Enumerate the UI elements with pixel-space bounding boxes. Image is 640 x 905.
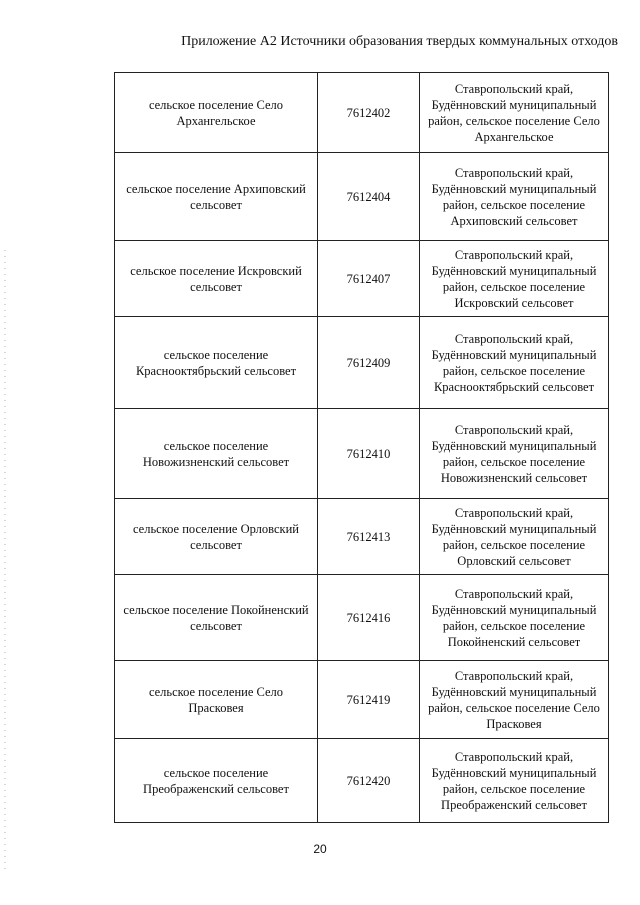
- description-line: Ставропольский край,: [454, 331, 574, 346]
- description-line: Ставропольский край,: [454, 505, 574, 520]
- description-line: район, сельское поселение: [442, 618, 586, 633]
- settlement-description-cell: [420, 73, 609, 153]
- oktmo-code-cell: 7612413: [318, 499, 420, 575]
- description-line: Ставропольский край,: [454, 668, 574, 683]
- table-row: [115, 409, 609, 499]
- settlement-name-line: сельское поселение Село: [148, 97, 284, 112]
- oktmo-code-cell: 7612419: [318, 661, 420, 739]
- settlement-name-cell: [115, 739, 318, 823]
- description-line: район, сельское поселение Село: [428, 113, 600, 128]
- description-line: Будённовский муниципальный: [431, 438, 597, 453]
- description-line: Искровский сельсовет: [454, 295, 574, 310]
- settlement-description-cell: [420, 153, 609, 241]
- description-line: Ставропольский край,: [454, 247, 574, 262]
- settlement-description-cell: [420, 575, 609, 661]
- table-row: [115, 575, 609, 661]
- description-line: Будённовский муниципальный: [431, 602, 597, 617]
- description-line: Покойненский сельсовет: [447, 634, 581, 649]
- description-line: район, сельское поселение: [442, 454, 586, 469]
- settlement-name-cell: [115, 499, 318, 575]
- table-row: [115, 241, 609, 317]
- oktmo-code-cell: 7612410: [318, 409, 420, 499]
- description-line: район, сельское поселение: [442, 781, 586, 796]
- description-line: Ставропольский край,: [454, 422, 574, 437]
- settlement-name-line: сельсовет: [190, 618, 242, 633]
- settlement-name-line: сельсовет: [190, 537, 242, 552]
- settlement-name-cell: [115, 241, 318, 317]
- settlement-name-line: сельское поселение Орловский: [132, 521, 299, 536]
- description-line: район, сельское поселение: [442, 197, 586, 212]
- settlement-name-line: сельсовет: [190, 197, 242, 212]
- description-line: район, сельское поселение: [442, 537, 586, 552]
- settlement-name-line: сельское поселение Покойненский: [123, 602, 309, 617]
- scan-artifact-dots: [4, 250, 6, 870]
- description-line: Архиповский сельсовет: [450, 213, 578, 228]
- oktmo-code-cell: 7612404: [318, 153, 420, 241]
- description-line: Будённовский муниципальный: [431, 97, 597, 112]
- description-line: район, сельское поселение: [442, 363, 586, 378]
- settlement-description-cell: [420, 739, 609, 823]
- oktmo-code-cell: 7612409: [318, 317, 420, 409]
- description-line: Будённовский муниципальный: [431, 347, 597, 362]
- description-line: Будённовский муниципальный: [431, 765, 597, 780]
- settlement-name-line: Архангельское: [176, 113, 256, 128]
- description-line: Ставропольский край,: [454, 749, 574, 764]
- settlement-name-line: сельсовет: [190, 279, 242, 294]
- description-line: район, сельское поселение: [442, 279, 586, 294]
- settlement-name-line: Краснооктябрьский сельсовет: [135, 363, 297, 378]
- description-line: Будённовский муниципальный: [431, 181, 597, 196]
- settlement-name-line: сельское поселение Архиповский: [126, 181, 306, 196]
- settlement-name-line: сельское поселение: [163, 765, 269, 780]
- oktmo-code-cell: 7612407: [318, 241, 420, 317]
- settlement-name-line: Новожизненский сельсовет: [142, 454, 290, 469]
- page-header-title: Приложение А2 Источники образования твердых коммунальных отходов: [181, 34, 618, 49]
- description-line: Преображенский сельсовет: [441, 797, 587, 812]
- description-line: Ставропольский край,: [454, 165, 574, 180]
- settlement-description-cell: [420, 409, 609, 499]
- oktmo-code-cell: 7612420: [318, 739, 420, 823]
- settlement-description-cell: [420, 661, 609, 739]
- settlement-name-cell: [115, 661, 318, 739]
- sources-table: [114, 72, 609, 823]
- description-line: Орловский сельсовет: [457, 553, 571, 568]
- table-row: [115, 661, 609, 739]
- description-line: Будённовский муниципальный: [431, 684, 597, 699]
- description-line: Новожизненский сельсовет: [440, 470, 588, 485]
- settlement-name-line: Прасковея: [188, 700, 244, 715]
- settlement-name-cell: [115, 73, 318, 153]
- page-number: 20: [313, 842, 327, 856]
- description-line: Прасковея: [486, 716, 542, 731]
- settlement-name-cell: [115, 317, 318, 409]
- settlement-name-line: сельское поселение: [163, 438, 269, 453]
- table-row: [115, 499, 609, 575]
- settlement-name-line: сельское поселение Искровский: [130, 263, 302, 278]
- settlement-name-line: сельское поселение: [163, 347, 269, 362]
- description-line: Ставропольский край,: [454, 81, 574, 96]
- settlement-name-cell: [115, 409, 318, 499]
- description-line: Краснооктябрьский сельсовет: [433, 379, 595, 394]
- oktmo-code-cell: 7612402: [318, 73, 420, 153]
- description-line: Архангельское: [474, 129, 554, 144]
- description-line: Ставропольский край,: [454, 586, 574, 601]
- table-row: [115, 73, 609, 153]
- table-row: [115, 317, 609, 409]
- description-line: Будённовский муниципальный: [431, 521, 597, 536]
- settlement-description-cell: [420, 317, 609, 409]
- settlement-name-line: Преображенский сельсовет: [143, 781, 289, 796]
- settlement-name-cell: [115, 575, 318, 661]
- settlement-name-line: сельское поселение Село: [148, 684, 284, 699]
- table-row: [115, 153, 609, 241]
- table-row: [115, 739, 609, 823]
- description-line: район, сельское поселение Село: [428, 700, 600, 715]
- settlement-description-cell: [420, 499, 609, 575]
- settlement-description-cell: [420, 241, 609, 317]
- description-line: Будённовский муниципальный: [431, 263, 597, 278]
- oktmo-code-cell: 7612416: [318, 575, 420, 661]
- settlement-name-cell: [115, 153, 318, 241]
